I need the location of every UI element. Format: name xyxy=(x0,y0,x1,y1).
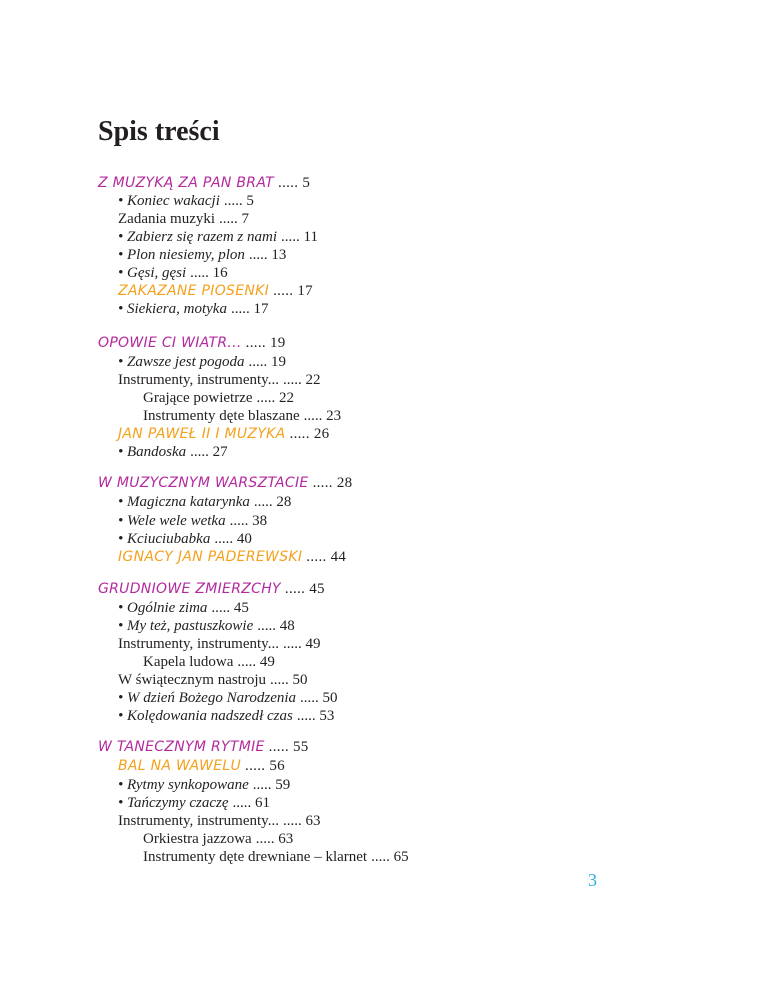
toc-entry: • Magiczna katarynka ..... 28 xyxy=(118,494,292,510)
chapter-heading: W MUZYCZNYM WARSZTACIE ..... 28 xyxy=(98,475,353,491)
toc-entry: • Zawsze jest pogoda ..... 19 xyxy=(118,354,287,370)
toc-entry: Instrumenty, instrumenty... ..... 63 xyxy=(118,813,321,829)
toc-entry: • Tańczymy czaczę ..... 61 xyxy=(118,795,271,811)
toc-entry: • Ogólnie zima ..... 45 xyxy=(118,600,249,616)
toc-entry: • Kolędowania nadszedł czas ..... 53 xyxy=(118,708,335,724)
toc-entry: • Bandoska ..... 27 xyxy=(118,444,228,460)
section-heading: ZAKAZANE PIOSENKI ..... 17 xyxy=(118,283,313,299)
toc-entry: • Siekiera, motyka ..... 17 xyxy=(118,301,269,317)
toc-entry: • W dzień Bożego Narodzenia ..... 50 xyxy=(118,690,338,706)
toc-entry: W świątecznym nastroju ..... 50 xyxy=(118,672,308,688)
toc-entry: Grające powietrze ..... 22 xyxy=(143,390,295,406)
page-number: 3 xyxy=(588,870,597,890)
chapter-heading: GRUDNIOWE ZMIERZCHY ..... 45 xyxy=(98,581,325,597)
toc-entry: • Gęsi, gęsi ..... 16 xyxy=(118,265,228,281)
toc-entry: Zadania muzyki ..... 7 xyxy=(118,211,250,227)
toc-entry: • Zabierz się razem z nami ..... 11 xyxy=(118,229,318,245)
toc-entry: Instrumenty dęte blaszane ..... 23 xyxy=(143,408,342,424)
chapter-heading: W TANECZNYM RYTMIE ..... 55 xyxy=(98,739,309,755)
toc-entry: Instrumenty, instrumenty... ..... 22 xyxy=(118,372,321,388)
toc-entry: • Rytmy synkopowane ..... 59 xyxy=(118,777,291,793)
section-heading: BAL NA WAWELU ..... 56 xyxy=(118,758,285,774)
chapter-heading: OPOWIE CI WIATR... ..... 19 xyxy=(98,335,286,351)
toc-entry: Kapela ludowa ..... 49 xyxy=(143,654,275,670)
toc-entry: • Wele wele wetka ..... 38 xyxy=(118,513,268,529)
toc-entry: • Koniec wakacji ..... 5 xyxy=(118,193,254,209)
chapter-heading: Z MUZYKĄ ZA PAN BRAT ..... 5 xyxy=(98,175,311,191)
toc-entry: Instrumenty dęte drewniane – klarnet ..... 65 xyxy=(143,849,409,865)
toc-entry: Orkiestra jazzowa ..... 63 xyxy=(143,831,294,847)
toc-entry: • My też, pastuszkowie ..... 48 xyxy=(118,618,295,634)
toc-entry: Instrumenty, instrumenty... ..... 49 xyxy=(118,636,321,652)
section-heading: JAN PAWEŁ II I MUZYKA ..... 26 xyxy=(118,426,330,442)
toc-entry: • Kciuciubabka ..... 40 xyxy=(118,531,252,547)
section-heading: IGNACY JAN PADEREWSKI ..... 44 xyxy=(118,549,347,565)
toc-entry: • Plon niesiemy, plon ..... 13 xyxy=(118,247,287,263)
page-title: Spis treści xyxy=(98,116,220,147)
